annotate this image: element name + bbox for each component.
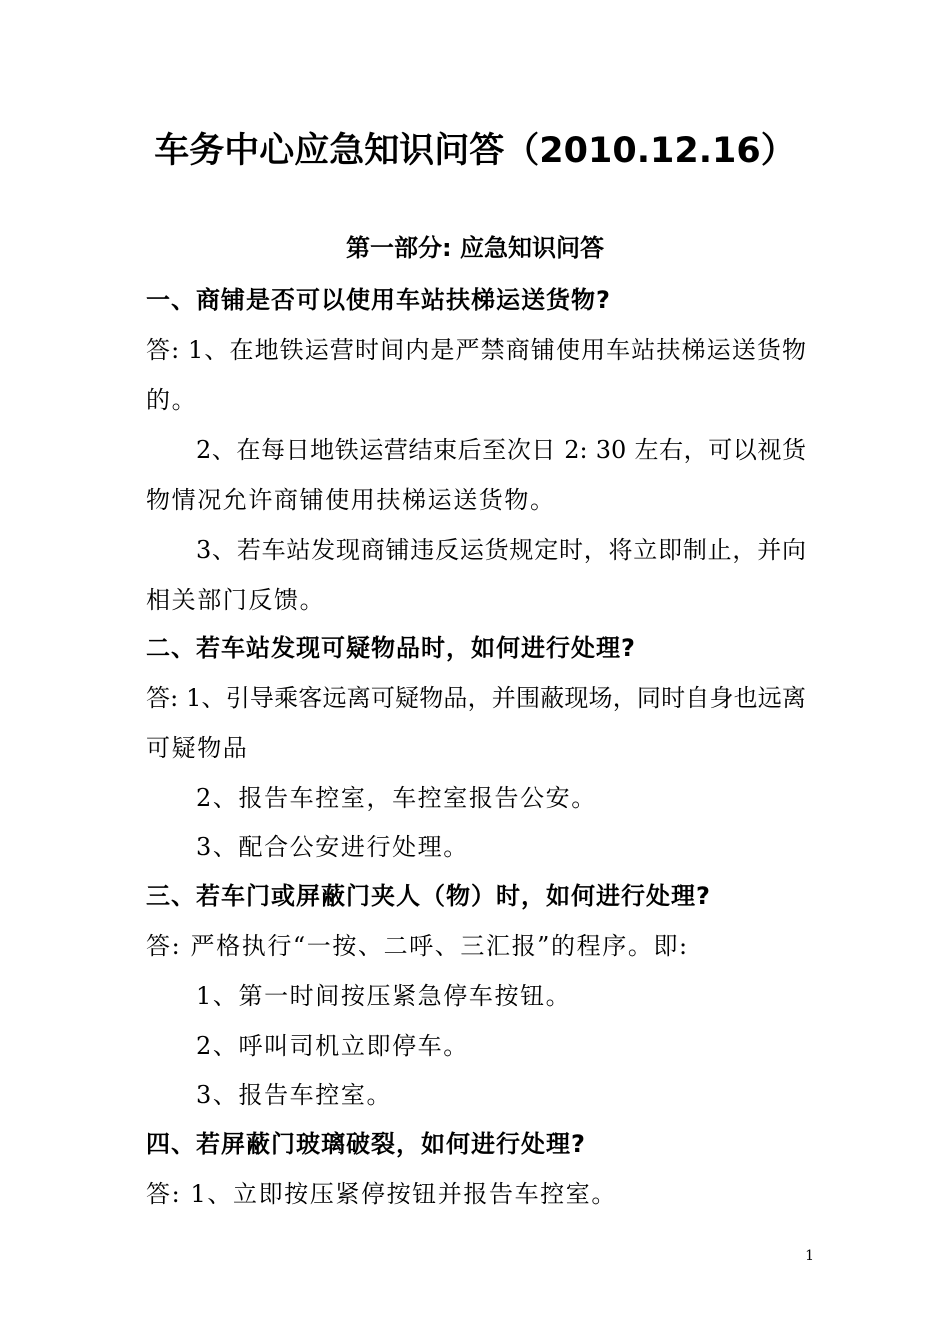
answer-text: 2、报告车控室，车控室报告公安。 — [196, 784, 597, 812]
answer-text: 2、呼叫司机立即停车。 — [196, 1032, 469, 1060]
answer-text: 物情况允许商铺使用扶梯运送货物。 — [146, 486, 556, 514]
answer-text: 3、若车站发现商铺违反运货规定时，将立即制止，并向 — [196, 536, 806, 564]
page-number: 1 — [805, 1248, 814, 1264]
answer-text: 答: 1、引导乘客远离可疑物品，并围蔽现场，同时自身也远离 — [146, 684, 806, 712]
part-title: 第一部分: 应急知识问答 — [346, 234, 604, 262]
answer-text: 答: 1、立即按压紧停按钮并报告车控室。 — [146, 1180, 617, 1208]
question-heading-2: 二、若车站发现可疑物品时，如何进行处理? — [146, 634, 636, 662]
question-heading-3: 三、若车门或屏蔽门夹人（物）时，如何进行处理? — [146, 882, 711, 910]
document-title: 车务中心应急知识问答（2010.12.16） — [154, 131, 796, 171]
answer-text: 可疑物品 — [146, 734, 249, 762]
answer-text: 相关部门反馈。 — [146, 586, 326, 614]
answer-text: 2、在每日地铁运营结束后至次日 2: 30 左右，可以视货 — [196, 436, 806, 464]
answer-text: 的。 — [146, 386, 198, 414]
answer-text: 3、报告车控室。 — [196, 1081, 393, 1109]
answer-text: 答: 1、在地铁运营时间内是严禁商铺使用车站扶梯运送货物 — [146, 336, 806, 364]
question-heading-1: 一、商铺是否可以使用车站扶梯运送货物? — [146, 286, 611, 314]
answer-text: 答: 严格执行“一按、二呼、三汇报”的程序。即: — [146, 932, 689, 960]
answer-text: 3、配合公安进行处理。 — [196, 833, 469, 861]
question-heading-4: 四、若屏蔽门玻璃破裂，如何进行处理? — [146, 1130, 586, 1158]
answer-text: 1、第一时间按压紧急停车按钮。 — [196, 982, 572, 1010]
